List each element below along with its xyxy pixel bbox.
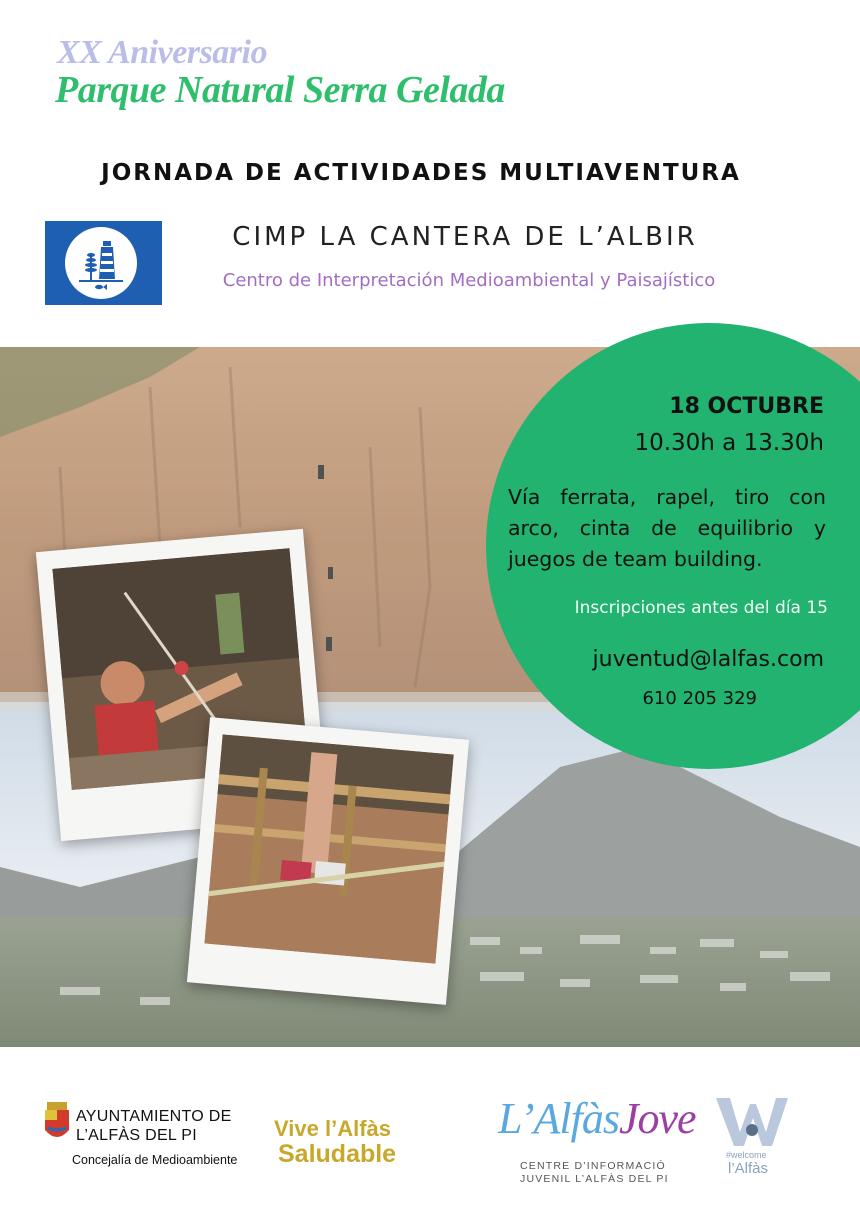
ayuntamiento-line1: AYUNTAMIENTO DE [76, 1108, 232, 1125]
event-title: JORNADA DE ACTIVIDADES MULTIAVENTURA [101, 160, 741, 186]
ayuntamiento-dept: Concejalía de Medioambiente [72, 1153, 238, 1167]
vive-logo-line1: Vive l’Alfàs [274, 1116, 391, 1141]
jove-logo-part2: Jove [618, 1094, 696, 1143]
venue-title: CIMP LA CANTERA DE L’ALBIR [232, 222, 698, 252]
logo-circle [65, 227, 137, 299]
welcome-tag: #welcome [726, 1150, 767, 1160]
event-time: 10.30h a 13.30h [634, 430, 824, 456]
lighthouse-icon [65, 227, 137, 299]
jove-logo [498, 1093, 696, 1144]
ayuntamiento-line2: L’ALFÀS DEL PI [76, 1127, 197, 1144]
venue-subtitle: Centro de Interpretación Medioambiental y Paisajístico [222, 270, 716, 291]
welcome-name: l’Alfàs [728, 1160, 769, 1177]
tree-icon [85, 253, 97, 281]
photo-balance [187, 717, 469, 1005]
contact-email[interactable]: juventud@lalfas.com [592, 647, 824, 672]
jove-logo-part1: L’Alfàs [498, 1094, 619, 1143]
jove-caption-line2: JUVENIL L’ALFÀS DEL PI [520, 1173, 669, 1185]
park-title: Parque Natural Serra Gelada [55, 69, 505, 111]
registration-note: Inscripciones antes del día 15 [574, 598, 828, 618]
shield-crest-icon [44, 1102, 70, 1144]
jove-caption-line1: CENTRE D’INFORMACIÓ [520, 1160, 666, 1172]
vive-logo-line2: Saludable [278, 1140, 397, 1168]
fish-icon [95, 284, 107, 290]
event-date: 18 OCTUBRE [669, 394, 824, 419]
cimp-logo [45, 221, 162, 305]
anniversary-title: XX Aniversario [57, 34, 267, 71]
activities-text: Vía ferrata, rapel, tiro con arco, cinta de equilibrio y juegos de team building. [508, 485, 826, 571]
contact-phone[interactable]: 610 205 329 [642, 688, 757, 709]
welcome-w-logo [714, 1096, 790, 1148]
